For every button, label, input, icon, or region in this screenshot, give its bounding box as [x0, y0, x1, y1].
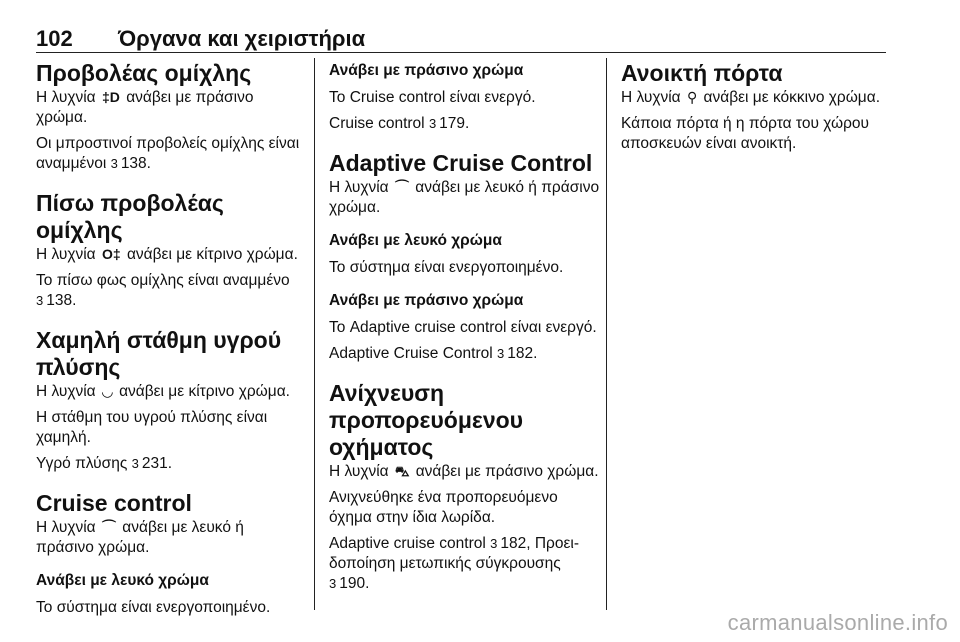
paragraph: Η λυχνία ⌒ ανάβει με λευκό ή πράσινο χρώμα.	[36, 519, 244, 556]
paragraph: Το Adaptive cruise control είναι ενεργό.	[329, 319, 597, 336]
reference-arrow-icon: 3	[36, 293, 44, 308]
chapter-title: Όργανα και χειριστήρια	[118, 26, 366, 51]
paragraph: Το σύστημα είναι ενεργοποιημένο.	[329, 259, 564, 276]
paragraph: Υγρό πλύσης 3 231.	[36, 455, 173, 472]
paragraph: Cruise control 3 179.	[329, 115, 470, 132]
column-1	[36, 60, 302, 618]
door-open-icon: ⚲	[686, 89, 698, 105]
paragraph: Η στάθμη του υγρού πλύσης είναι χαμηλή.	[36, 409, 268, 446]
paragraph: Κάποια πόρτα ή η πόρτα του χώρου αποσκευών είναι ανοικτή.	[621, 115, 869, 152]
paragraph: Ανιχνεύθηκε ένα προπορευόμενο όχημα στην ίδια λωρίδα.	[329, 489, 558, 526]
front-fog-light-icon: ‡D	[101, 89, 120, 105]
paragraph: Η λυχνία O‡ ανάβει με κίτρινο χρώμα.	[36, 246, 298, 263]
washer-fluid-icon: ◡	[101, 383, 113, 399]
paragraph: Το πίσω φως ομίχλης είναι αναμμένο 3 138.	[36, 272, 290, 309]
reference-arrow-icon: 3	[428, 116, 437, 131]
paragraph: Η λυχνία ⚲ ανάβει με κόκκινο χρώμα.	[621, 89, 880, 106]
paragraph: Η λυχνία ◡ ανάβει με κίτρινο χρώμα.	[36, 383, 290, 400]
reference-arrow-icon: 3	[497, 346, 505, 361]
paragraph: Οι μπροστινοί προβολείς ομίχλης είναι αναμμένοι 3 138.	[36, 135, 300, 172]
paragraph: Adaptive cruise control 3 182, Προει-δοποίηση μετωπικής σύγκρουσης 3 190.	[329, 535, 579, 592]
subheading: Ανάβει με πράσινο χρώμα	[329, 62, 524, 79]
paragraph: Η λυχνία ‡D ανάβει με πράσινο χρώμα.	[36, 89, 254, 126]
page-number: 102	[36, 26, 73, 51]
paragraph: Το Cruise control είναι ενεργό.	[329, 89, 536, 106]
section-title-adaptive-cruise: Adaptive Cruise Control	[329, 150, 593, 176]
column-divider-2	[606, 58, 607, 610]
reference-arrow-icon: 3	[329, 576, 337, 591]
adaptive-cruise-icon: ⌒	[394, 179, 409, 195]
column-divider-1	[314, 58, 315, 610]
vehicle-ahead-icon: ⛍	[394, 463, 410, 479]
rear-fog-light-icon: O‡	[101, 246, 121, 262]
reference-arrow-icon: 3	[110, 156, 118, 171]
subheading: Ανάβει με λευκό χρώμα	[36, 572, 209, 589]
section-title-vehicle-ahead: Ανίχνευση προπορευόμενου οχήματος	[329, 380, 524, 460]
section-title-cruise-control: Cruise control	[36, 490, 192, 516]
subheading: Ανάβει με πράσινο χρώμα	[329, 292, 524, 309]
paragraph: Η λυχνία ⌒ ανάβει με λευκό ή πράσινο χρώμα.	[329, 179, 600, 216]
paragraph: Η λυχνία ⛍ ανάβει με πράσινο χρώμα.	[329, 463, 599, 480]
header-divider	[36, 52, 886, 53]
reference-arrow-icon: 3	[131, 456, 139, 471]
section-title-door-open: Ανοικτή πόρτα	[621, 60, 783, 86]
subheading: Ανάβει με λευκό χρώμα	[329, 232, 502, 249]
section-title-washer-fluid: Χαμηλή στάθμη υγρού πλύσης	[36, 327, 282, 380]
page-header	[36, 14, 886, 54]
watermark: carmanualsonline.info	[727, 610, 948, 635]
paragraph: Adaptive Cruise Control 3 182.	[329, 345, 538, 362]
column-3	[621, 60, 891, 154]
column-2	[329, 60, 601, 594]
reference-arrow-icon: 3	[490, 536, 498, 551]
section-title-rear-fog: Πίσω προβολέας ομίχλης	[36, 190, 224, 243]
cruise-control-icon: ⌒	[101, 519, 116, 535]
section-title-fog-light: Προβολέας ομίχλης	[36, 60, 252, 86]
paragraph: Το σύστημα είναι ενεργοποιημένο.	[36, 599, 271, 616]
